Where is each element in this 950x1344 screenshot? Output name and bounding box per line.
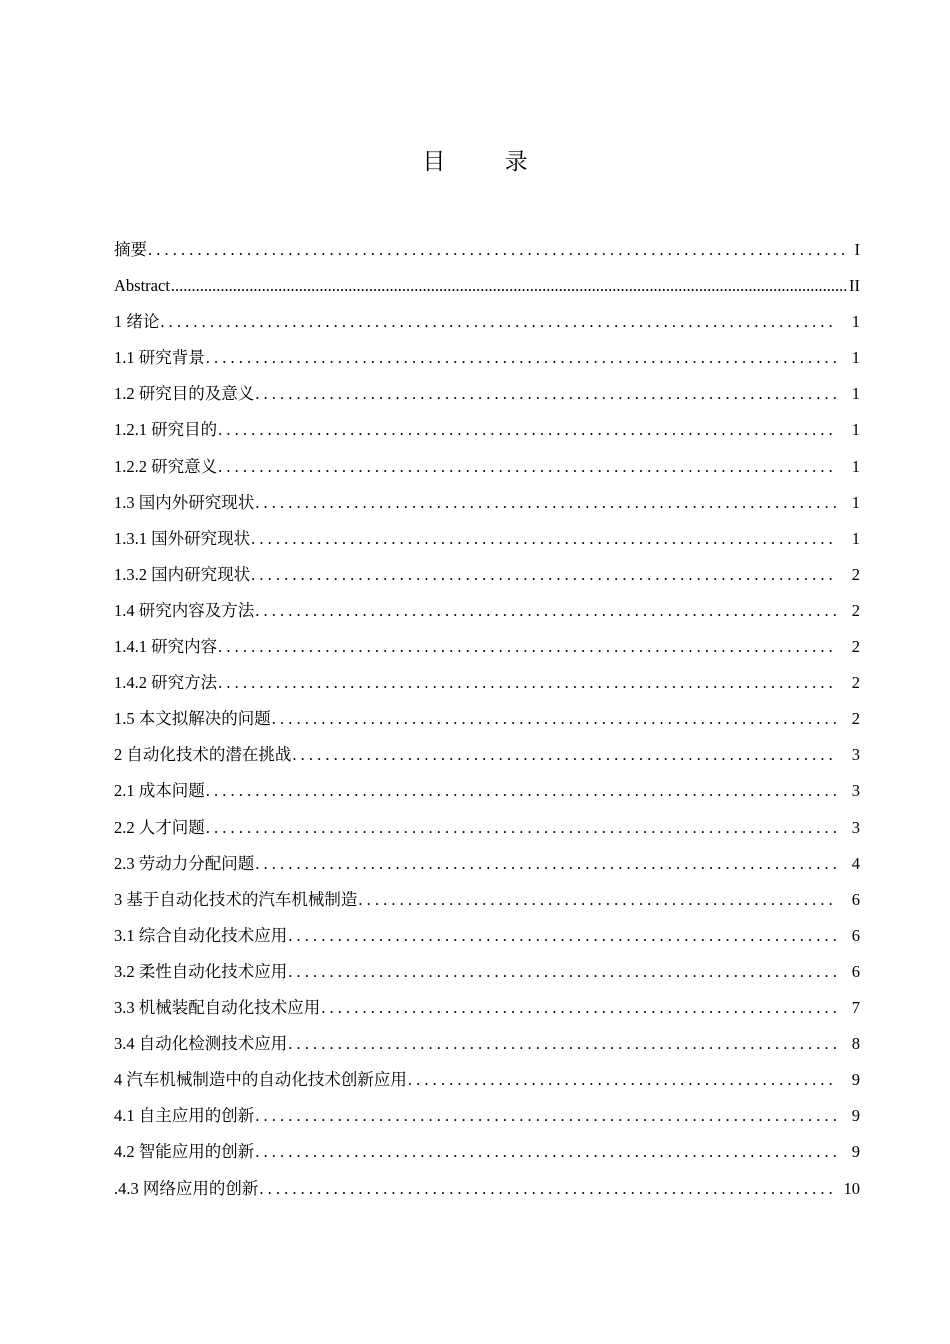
toc-entry-page: 1 (851, 420, 860, 440)
toc-entry-page: 10 (843, 1179, 860, 1199)
dot-leader (255, 1098, 836, 1134)
dot-leader (206, 773, 836, 809)
toc-entry-label: 1 绪论 (114, 312, 160, 332)
toc-entry-page: 4 (851, 853, 860, 873)
toc-entry-4-3[interactable] (114, 1170, 860, 1208)
dot-leader (255, 1134, 836, 1170)
dot-leader (251, 521, 836, 557)
dot-leader (218, 629, 836, 665)
dot-leader (255, 376, 836, 412)
toc-entry-page: 2 (851, 709, 860, 729)
toc-entry-1-3[interactable] (114, 485, 860, 521)
toc-entry-1-3-2[interactable] (114, 557, 860, 593)
dot-leader (288, 918, 836, 954)
toc-entry-label: 1.4.1 研究内容 (114, 637, 218, 657)
dot-leader (218, 412, 836, 448)
toc-entry-label: 1.4 研究内容及方法 (114, 600, 255, 620)
toc-entry-4-1[interactable] (114, 1098, 860, 1134)
toc-entry-label: 1.3.2 国内研究现状 (114, 564, 251, 584)
toc-entry-1-4[interactable] (114, 593, 860, 629)
toc-entry-page: 1 (851, 492, 860, 512)
toc-entry-label: 4.1 自主应用的创新 (114, 1106, 255, 1126)
toc-entry-label: 1.5 本文拟解决的问题 (114, 709, 271, 729)
toc-entry-1-4-2[interactable] (114, 665, 860, 701)
dot-leader (171, 268, 848, 304)
dot-leader (206, 340, 836, 376)
toc-entry-label: 1.3 国内外研究现状 (114, 492, 255, 512)
page-title: 目 录 (422, 149, 554, 175)
dot-leader (408, 1062, 836, 1098)
toc-entry-label: 摘要 (114, 240, 147, 259)
dot-leader (255, 593, 836, 629)
dot-leader (255, 485, 836, 521)
toc-entry-2-2[interactable] (114, 810, 860, 846)
toc-entry-2[interactable] (114, 737, 860, 773)
toc-entry-label: 1.2.1 研究目的 (114, 420, 218, 440)
toc-entry-page: 1 (851, 312, 860, 332)
dot-leader (358, 882, 836, 918)
toc-entry-1-2-2[interactable] (114, 449, 860, 485)
dot-leader (321, 990, 836, 1026)
toc-entry-4[interactable] (114, 1062, 860, 1098)
toc-entry-1-4-1[interactable] (114, 629, 860, 665)
toc-entry-page: 9 (851, 1106, 860, 1126)
toc-entry-label: 1.1 研究背景 (114, 348, 205, 368)
toc-entry-page: 2 (851, 673, 860, 693)
toc-entry-abstract-cn[interactable] (114, 232, 860, 268)
toc-entry-label: 2.2 人才问题 (114, 817, 205, 837)
toc-entry-label: 3.2 柔性自动化技术应用 (114, 961, 288, 981)
toc-entry-page: 1 (851, 348, 860, 368)
toc-entry-label: 1.2.2 研究意义 (114, 456, 218, 476)
toc-entry-label: 4.2 智能应用的创新 (114, 1142, 255, 1162)
toc-entry-page: 9 (851, 1070, 860, 1090)
toc-entry-label: .4.3 网络应用的创新 (114, 1179, 259, 1199)
dot-leader (218, 449, 836, 485)
table-of-contents (114, 232, 860, 1208)
toc-entry-2-3[interactable] (114, 846, 860, 882)
toc-entry-label: 2 自动化技术的潜在挑战 (114, 745, 292, 765)
toc-entry-3-2[interactable] (114, 954, 860, 990)
dot-leader (255, 846, 836, 882)
toc-entry-1-2[interactable] (114, 376, 860, 412)
toc-entry-page: 1 (851, 384, 860, 404)
toc-entry-3[interactable] (114, 882, 860, 918)
toc-entry-label: 4 汽车机械制造中的自动化技术创新应用 (114, 1070, 407, 1090)
dot-leader (160, 304, 836, 340)
toc-entry-page: 6 (851, 889, 860, 909)
toc-entry-page: 1 (851, 528, 860, 548)
toc-entry-label: 2.3 劳动力分配问题 (114, 853, 255, 873)
toc-entry-3-1[interactable] (114, 918, 860, 954)
toc-entry-page: 7 (851, 997, 860, 1017)
toc-entry-1-2-1[interactable] (114, 412, 860, 448)
toc-entry-label: 1.4.2 研究方法 (114, 673, 218, 693)
toc-entry-page: 2 (851, 564, 860, 584)
toc-entry-label: 3.4 自动化检测技术应用 (114, 1034, 288, 1054)
toc-entry-page: 6 (851, 961, 860, 981)
toc-entry-3-3[interactable] (114, 990, 860, 1026)
toc-entry-page: I (854, 240, 860, 259)
toc-entry-page: 1 (851, 456, 860, 476)
toc-entry-3-4[interactable] (114, 1026, 860, 1062)
dot-leader (148, 232, 848, 268)
toc-entry-page: 2 (851, 637, 860, 657)
toc-entry-label: 2.1 成本问题 (114, 781, 205, 801)
toc-entry-1-5[interactable] (114, 701, 860, 737)
toc-entry-1-1[interactable] (114, 340, 860, 376)
toc-entry-label: 3 基于自动化技术的汽车机械制造 (114, 889, 358, 909)
dot-leader (218, 665, 836, 701)
toc-entry-page: 3 (851, 817, 860, 837)
dot-leader (288, 954, 836, 990)
toc-entry-page: II (849, 276, 860, 296)
dot-leader (288, 1026, 836, 1062)
toc-entry-1-3-1[interactable] (114, 521, 860, 557)
dot-leader (251, 557, 836, 593)
toc-entry-1[interactable] (114, 304, 860, 340)
toc-entry-label: 1.3.1 国外研究现状 (114, 528, 251, 548)
toc-entry-label: 3.1 综合自动化技术应用 (114, 925, 288, 945)
dot-leader (259, 1170, 831, 1208)
toc-entry-page: 9 (851, 1142, 860, 1162)
toc-entry-page: 3 (851, 781, 860, 801)
toc-entry-label: 3.3 机械装配自动化技术应用 (114, 997, 321, 1017)
toc-entry-4-2[interactable] (114, 1134, 860, 1170)
toc-entry-abstract-en[interactable] (114, 268, 860, 304)
toc-entry-page: 6 (851, 925, 860, 945)
toc-entry-label: Abstract (114, 276, 170, 296)
dot-leader (292, 737, 836, 773)
toc-entry-page: 8 (851, 1034, 860, 1054)
dot-leader (206, 810, 836, 846)
toc-entry-page: 3 (851, 745, 860, 765)
dot-leader (272, 701, 836, 737)
toc-entry-2-1[interactable] (114, 773, 860, 809)
toc-entry-page: 2 (851, 600, 860, 620)
toc-entry-label: 1.2 研究目的及意义 (114, 384, 255, 404)
